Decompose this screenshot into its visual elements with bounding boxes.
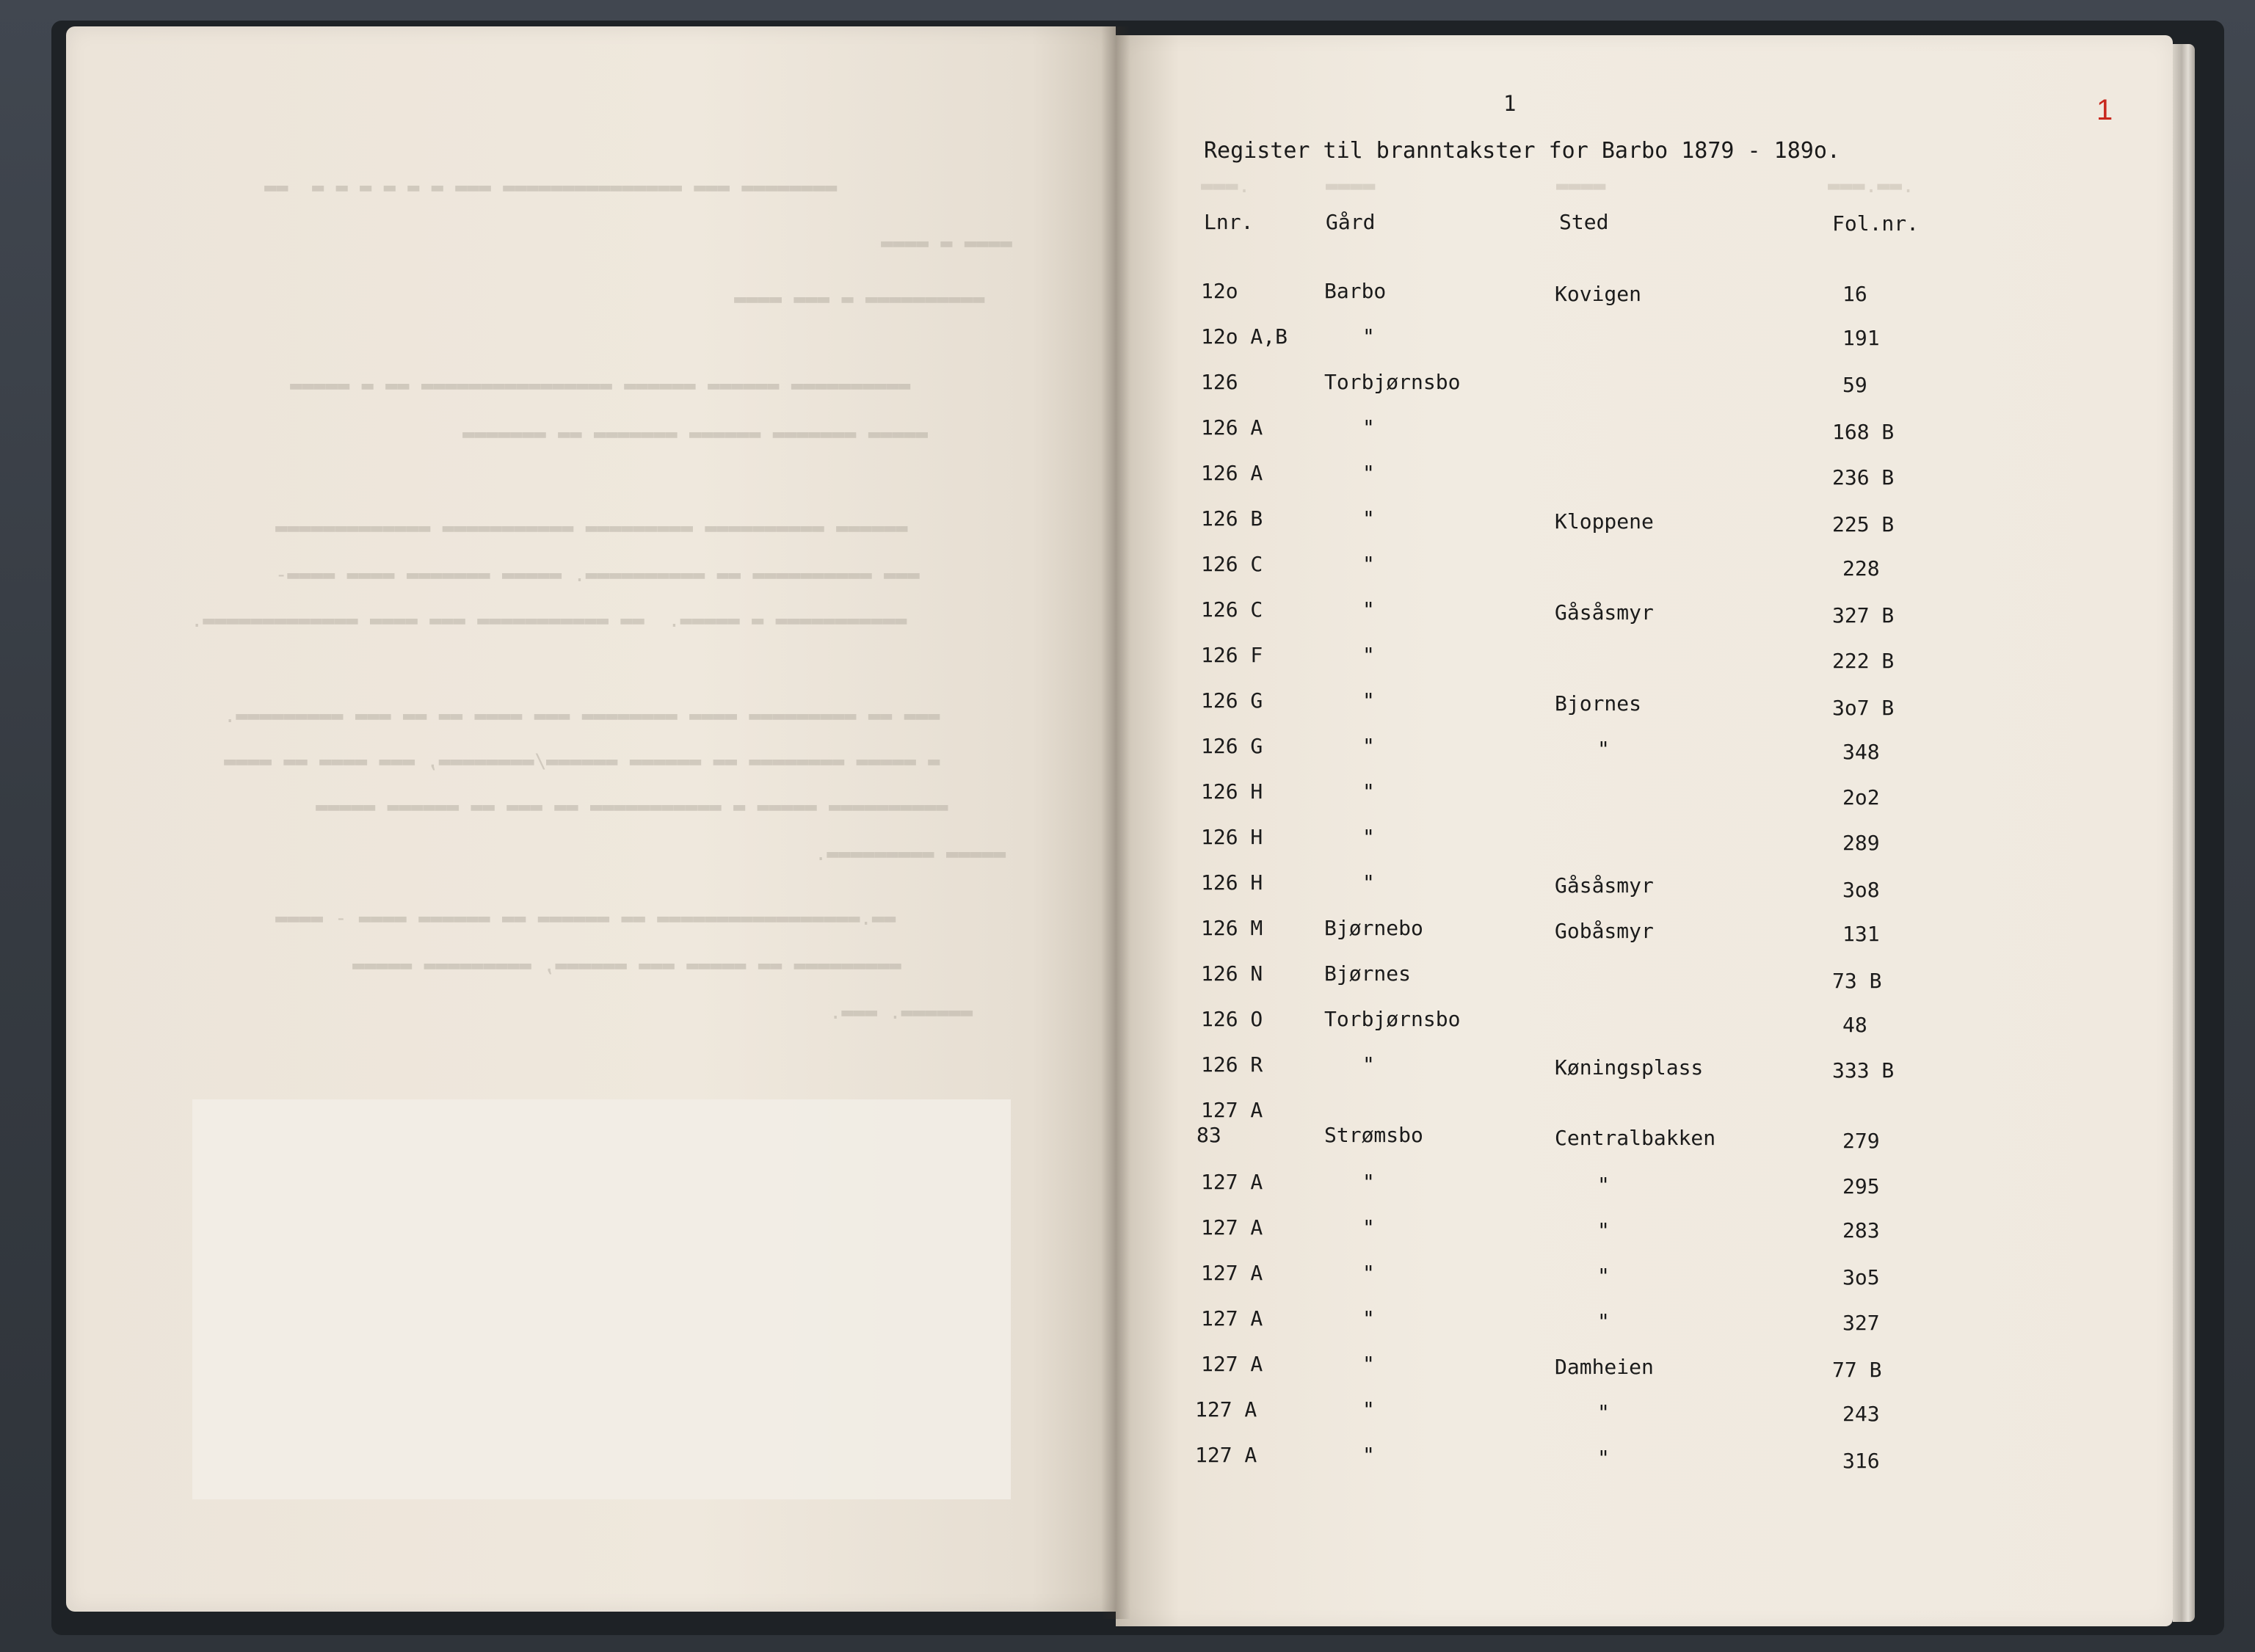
cell-folnr: 3o8 — [1842, 878, 1880, 902]
page-title: Register til branntakster for Barbo 1879 - 189o. — [1204, 138, 1840, 164]
cell-lnr: 127 A — [1201, 1306, 1263, 1331]
cell-gard: " — [1362, 506, 1375, 531]
cell-lnr: 126 M — [1201, 916, 1263, 940]
bleed-through-line: ▬▬▬▬▬▬▬▬▬▬▬ ▬ ▬▬▬▬▬. ▬▬ ▬▬▬▬▬▬▬▬▬▬▬ ▬▬▬ ▬▬▬▬ ▬▬▬▬▬▬▬▬▬▬▬▬▬. — [191, 609, 907, 632]
cell-sted: " — [1597, 1309, 1610, 1333]
cell-gard: " — [1362, 415, 1375, 440]
bleed-through-line: ▬▬▬▬▬ ▬▬▬▬▬▬▬ ▬▬▬▬▬▬ ▬▬▬▬▬▬▬ ▬▬ ▬▬▬▬▬▬▬ — [462, 423, 928, 445]
bleed-through-line: ▬▬▬▬▬▬▬▬▬ ▬▬ ▬▬▬▬▬ ▬▬▬ ▬▬▬▬▬▬, ▬▬▬▬▬▬▬▬▬ ▬▬▬▬▬ — [352, 954, 901, 977]
bleed-through-column: ▬▬▬▬ — [1556, 173, 1606, 197]
cell-folnr: 228 — [1842, 556, 1880, 581]
cell-folnr: 225 B — [1832, 512, 1895, 536]
cell-folnr: 279 — [1842, 1129, 1880, 1153]
cell-folnr: 77 B — [1832, 1358, 1882, 1382]
cell-lnr: 126 N — [1201, 961, 1263, 986]
cell-lnr: 126 H — [1201, 825, 1263, 849]
cell-folnr: 59 — [1842, 373, 1867, 397]
cell-lnr: 126 H — [1201, 779, 1263, 804]
cell-gard: " — [1362, 643, 1375, 667]
cell-lnr: 127 A — [1201, 1352, 1263, 1376]
bleed-through-line: ▬▬▬▬▬▬▬▬▬▬ ▬ ▬▬▬ ▬▬▬▬ — [734, 288, 985, 310]
cell-lnr: 127 A — [1201, 1170, 1263, 1194]
cell-gard: " — [1362, 1397, 1375, 1422]
bleed-through-line: ▬▬▬ ▬▬▬▬▬▬▬▬▬▬ ▬▬ ▬▬▬▬▬▬▬▬▬▬. ▬▬▬▬▬ ▬▬▬▬▬▬▬ ▬▬▬▬ ▬▬▬▬- — [275, 564, 920, 586]
cell-lnr: 126 G — [1201, 734, 1263, 758]
archive-page-number: 1 — [2096, 94, 2113, 126]
cell-gard: Bjørnebo — [1324, 916, 1423, 940]
cell-gard: " — [1362, 324, 1375, 349]
cell-sted: " — [1597, 737, 1610, 761]
cell-folnr: 243 — [1842, 1402, 1880, 1426]
cell-folnr: 333 B — [1832, 1058, 1895, 1082]
cell-lnr: 127 A — [1195, 1443, 1257, 1467]
cell-gard: Torbjørnsbo — [1324, 370, 1461, 394]
cell-gard: " — [1362, 1306, 1375, 1331]
bleed-through-column: ▬▬▬.▬▬. — [1828, 173, 1915, 197]
cell-lnr: 126 — [1201, 370, 1238, 394]
cell-folnr: 222 B — [1832, 649, 1895, 673]
bleed-through-line: ▬▬▬ ▬▬ ▬▬▬▬▬▬▬▬▬ ▬▬▬▬ ▬▬▬▬▬▬▬▬ ▬▬▬ ▬▬▬▬ ▬▬ ▬▬ ▬▬▬ ▬▬▬▬▬▬▬▬▬. — [224, 705, 940, 727]
cell-gard: " — [1362, 552, 1375, 576]
cell-sted: " — [1597, 1173, 1610, 1197]
bleed-through-line: ▬▬▬▬▬ ▬▬▬▬▬▬▬▬▬. — [815, 843, 1006, 865]
cell-sted: " — [1597, 1218, 1610, 1242]
cell-sted: Centralbakken — [1555, 1126, 1716, 1150]
cell-lnr: 126 A — [1201, 415, 1263, 440]
cell-gard: " — [1362, 1352, 1375, 1376]
cell-gard: " — [1362, 597, 1375, 622]
cell-folnr: 131 — [1842, 922, 1880, 946]
cell-lnr: 126 G — [1201, 688, 1263, 713]
cell-folnr: 3o7 B — [1832, 696, 1895, 720]
cell-folnr: 3o5 — [1842, 1265, 1880, 1289]
cell-lnr: 126 F — [1201, 643, 1263, 667]
cell-lnr: 126 C — [1201, 552, 1263, 576]
cell-lnr: 127 A — [1195, 1397, 1257, 1422]
cell-sted: Kloppene — [1555, 509, 1654, 534]
cell-gard: " — [1362, 1052, 1375, 1077]
cell-gard: " — [1362, 1443, 1375, 1467]
cell-lnr: 12o A,B — [1201, 324, 1288, 349]
cell-folnr: 73 B — [1832, 969, 1882, 993]
cell-folnr: 295 — [1842, 1174, 1880, 1198]
cell-folnr: 48 — [1842, 1013, 1867, 1037]
cell-sted: " — [1597, 1446, 1610, 1470]
cell-lnr: 126 A — [1201, 461, 1263, 485]
cell-sted: Køningsplass — [1555, 1055, 1704, 1080]
cell-lnr: 126 B — [1201, 506, 1263, 531]
page-edge-stack — [2173, 44, 2195, 1622]
bleed-through-column: ▬▬▬. — [1201, 173, 1251, 197]
bleed-through-line: ▬▬▬▬▬▬▬▬▬▬ ▬▬▬▬▬▬ ▬▬▬▬▬▬ ▬▬▬▬▬▬▬▬▬▬▬▬▬▬▬▬ ▬▬ ▬ ▬▬▬▬▬ — [290, 374, 911, 397]
cell-lnr: 83 — [1197, 1123, 1221, 1147]
cell-folnr: 236 B — [1832, 465, 1895, 490]
cell-lnr: 126 O — [1201, 1007, 1263, 1031]
cell-folnr: 16 — [1842, 282, 1867, 306]
cell-sted: " — [1597, 1264, 1610, 1288]
cell-gard: " — [1362, 461, 1375, 485]
cell-gard: Strømsbo — [1324, 1123, 1423, 1147]
cell-gard: " — [1362, 779, 1375, 804]
cell-gard: " — [1362, 825, 1375, 849]
cell-gard: " — [1362, 870, 1375, 895]
book-gutter — [1101, 26, 1130, 1619]
bleed-through-line: ▬ ▬▬▬▬▬ ▬▬▬▬▬▬▬▬ ▬▬ ▬▬▬▬▬▬ ▬▬▬▬▬▬/▬▬▬▬▬▬▬▬, ▬▬▬ ▬▬▬▬ ▬▬ ▬▬▬▬ — [224, 750, 940, 773]
cell-sted: " — [1597, 1400, 1610, 1424]
cell-gard: " — [1362, 1170, 1375, 1194]
column-header-gard: Gård — [1326, 210, 1376, 234]
paper-patch — [192, 1099, 1011, 1499]
cell-folnr: 316 — [1842, 1449, 1880, 1473]
page-number: 1 — [1503, 91, 1517, 116]
cell-sted: Bjornes — [1555, 691, 1642, 716]
cell-folnr: 283 — [1842, 1218, 1880, 1242]
bleed-through-line: ▬▬▬▬▬▬ ▬▬▬▬▬▬▬▬▬▬ ▬▬▬▬▬▬▬▬▬ ▬▬▬▬▬▬▬▬▬▬▬ ▬▬▬▬▬▬▬▬▬▬▬▬▬ — [275, 517, 908, 539]
cell-lnr: 126 C — [1201, 597, 1263, 622]
cell-lnr: 12o — [1201, 279, 1238, 303]
bleed-through-column: ▬▬▬▬ — [1326, 173, 1376, 197]
cell-sted: Gåsåsmyr — [1555, 600, 1654, 625]
cell-folnr: 289 — [1842, 831, 1880, 855]
right-page — [1116, 35, 2173, 1626]
column-header-folnr: Fol.nr. — [1832, 211, 1920, 236]
column-header-sted: Sted — [1559, 210, 1609, 234]
cell-folnr: 168 B — [1832, 420, 1895, 444]
cell-lnr: 127 A — [1201, 1261, 1263, 1285]
cell-gard: Torbjørnsbo — [1324, 1007, 1461, 1031]
cell-gard: Bjørnes — [1324, 961, 1412, 986]
cell-folnr: 348 — [1842, 740, 1880, 764]
cell-sted: Kovigen — [1555, 282, 1642, 306]
cell-gard: " — [1362, 734, 1375, 758]
cell-gard: " — [1362, 1215, 1375, 1240]
bleed-through-line: ▬▬▬▬▬▬▬▬ ▬▬▬ ▬▬▬▬▬▬▬▬▬▬▬▬▬▬▬ ▬▬▬ ▬ ▬ ▬ ▬ ▬ ▬ ▬▬ — [264, 176, 838, 199]
cell-lnr: 127 A — [1201, 1215, 1263, 1240]
cell-lnr: 126 H — [1201, 870, 1263, 895]
column-header-lnr: Lnr. — [1204, 210, 1254, 234]
cell-sted: Gåsåsmyr — [1555, 873, 1654, 898]
cell-folnr: 327 B — [1832, 603, 1895, 627]
cell-lnr: 126 R — [1201, 1052, 1263, 1077]
bleed-through-line: ▬▬▬▬▬▬▬▬▬▬ ▬▬▬▬▬ ▬ ▬▬▬▬▬▬▬▬▬▬▬ ▬▬ ▬▬▬ ▬▬ ▬▬▬▬▬▬ ▬▬▬▬▬ — [316, 796, 948, 818]
cell-folnr: 327 — [1842, 1311, 1880, 1335]
cell-gard: " — [1362, 1261, 1375, 1285]
bleed-through-line: ▬▬▬▬ ▬ ▬▬▬▬ — [881, 232, 1012, 255]
bleed-through-line: ▬▬▬▬▬▬. ▬▬▬. — [829, 1001, 973, 1024]
bleed-through-line: ▬▬.▬▬▬▬▬▬▬▬▬▬▬▬▬▬▬▬▬ ▬▬ ▬▬▬▬▬▬ ▬▬ ▬▬▬▬▬▬ ▬▬▬▬ - ▬▬▬▬ — [275, 907, 896, 930]
cell-sted: Gobåsmyr — [1555, 919, 1654, 943]
cell-gard: " — [1362, 688, 1375, 713]
cell-gard: Barbo — [1324, 279, 1387, 303]
cell-lnr: 127 A — [1201, 1098, 1263, 1122]
cell-folnr: 2o2 — [1842, 785, 1880, 809]
cell-folnr: 191 — [1842, 326, 1880, 350]
cell-sted: Damheien — [1555, 1355, 1654, 1379]
